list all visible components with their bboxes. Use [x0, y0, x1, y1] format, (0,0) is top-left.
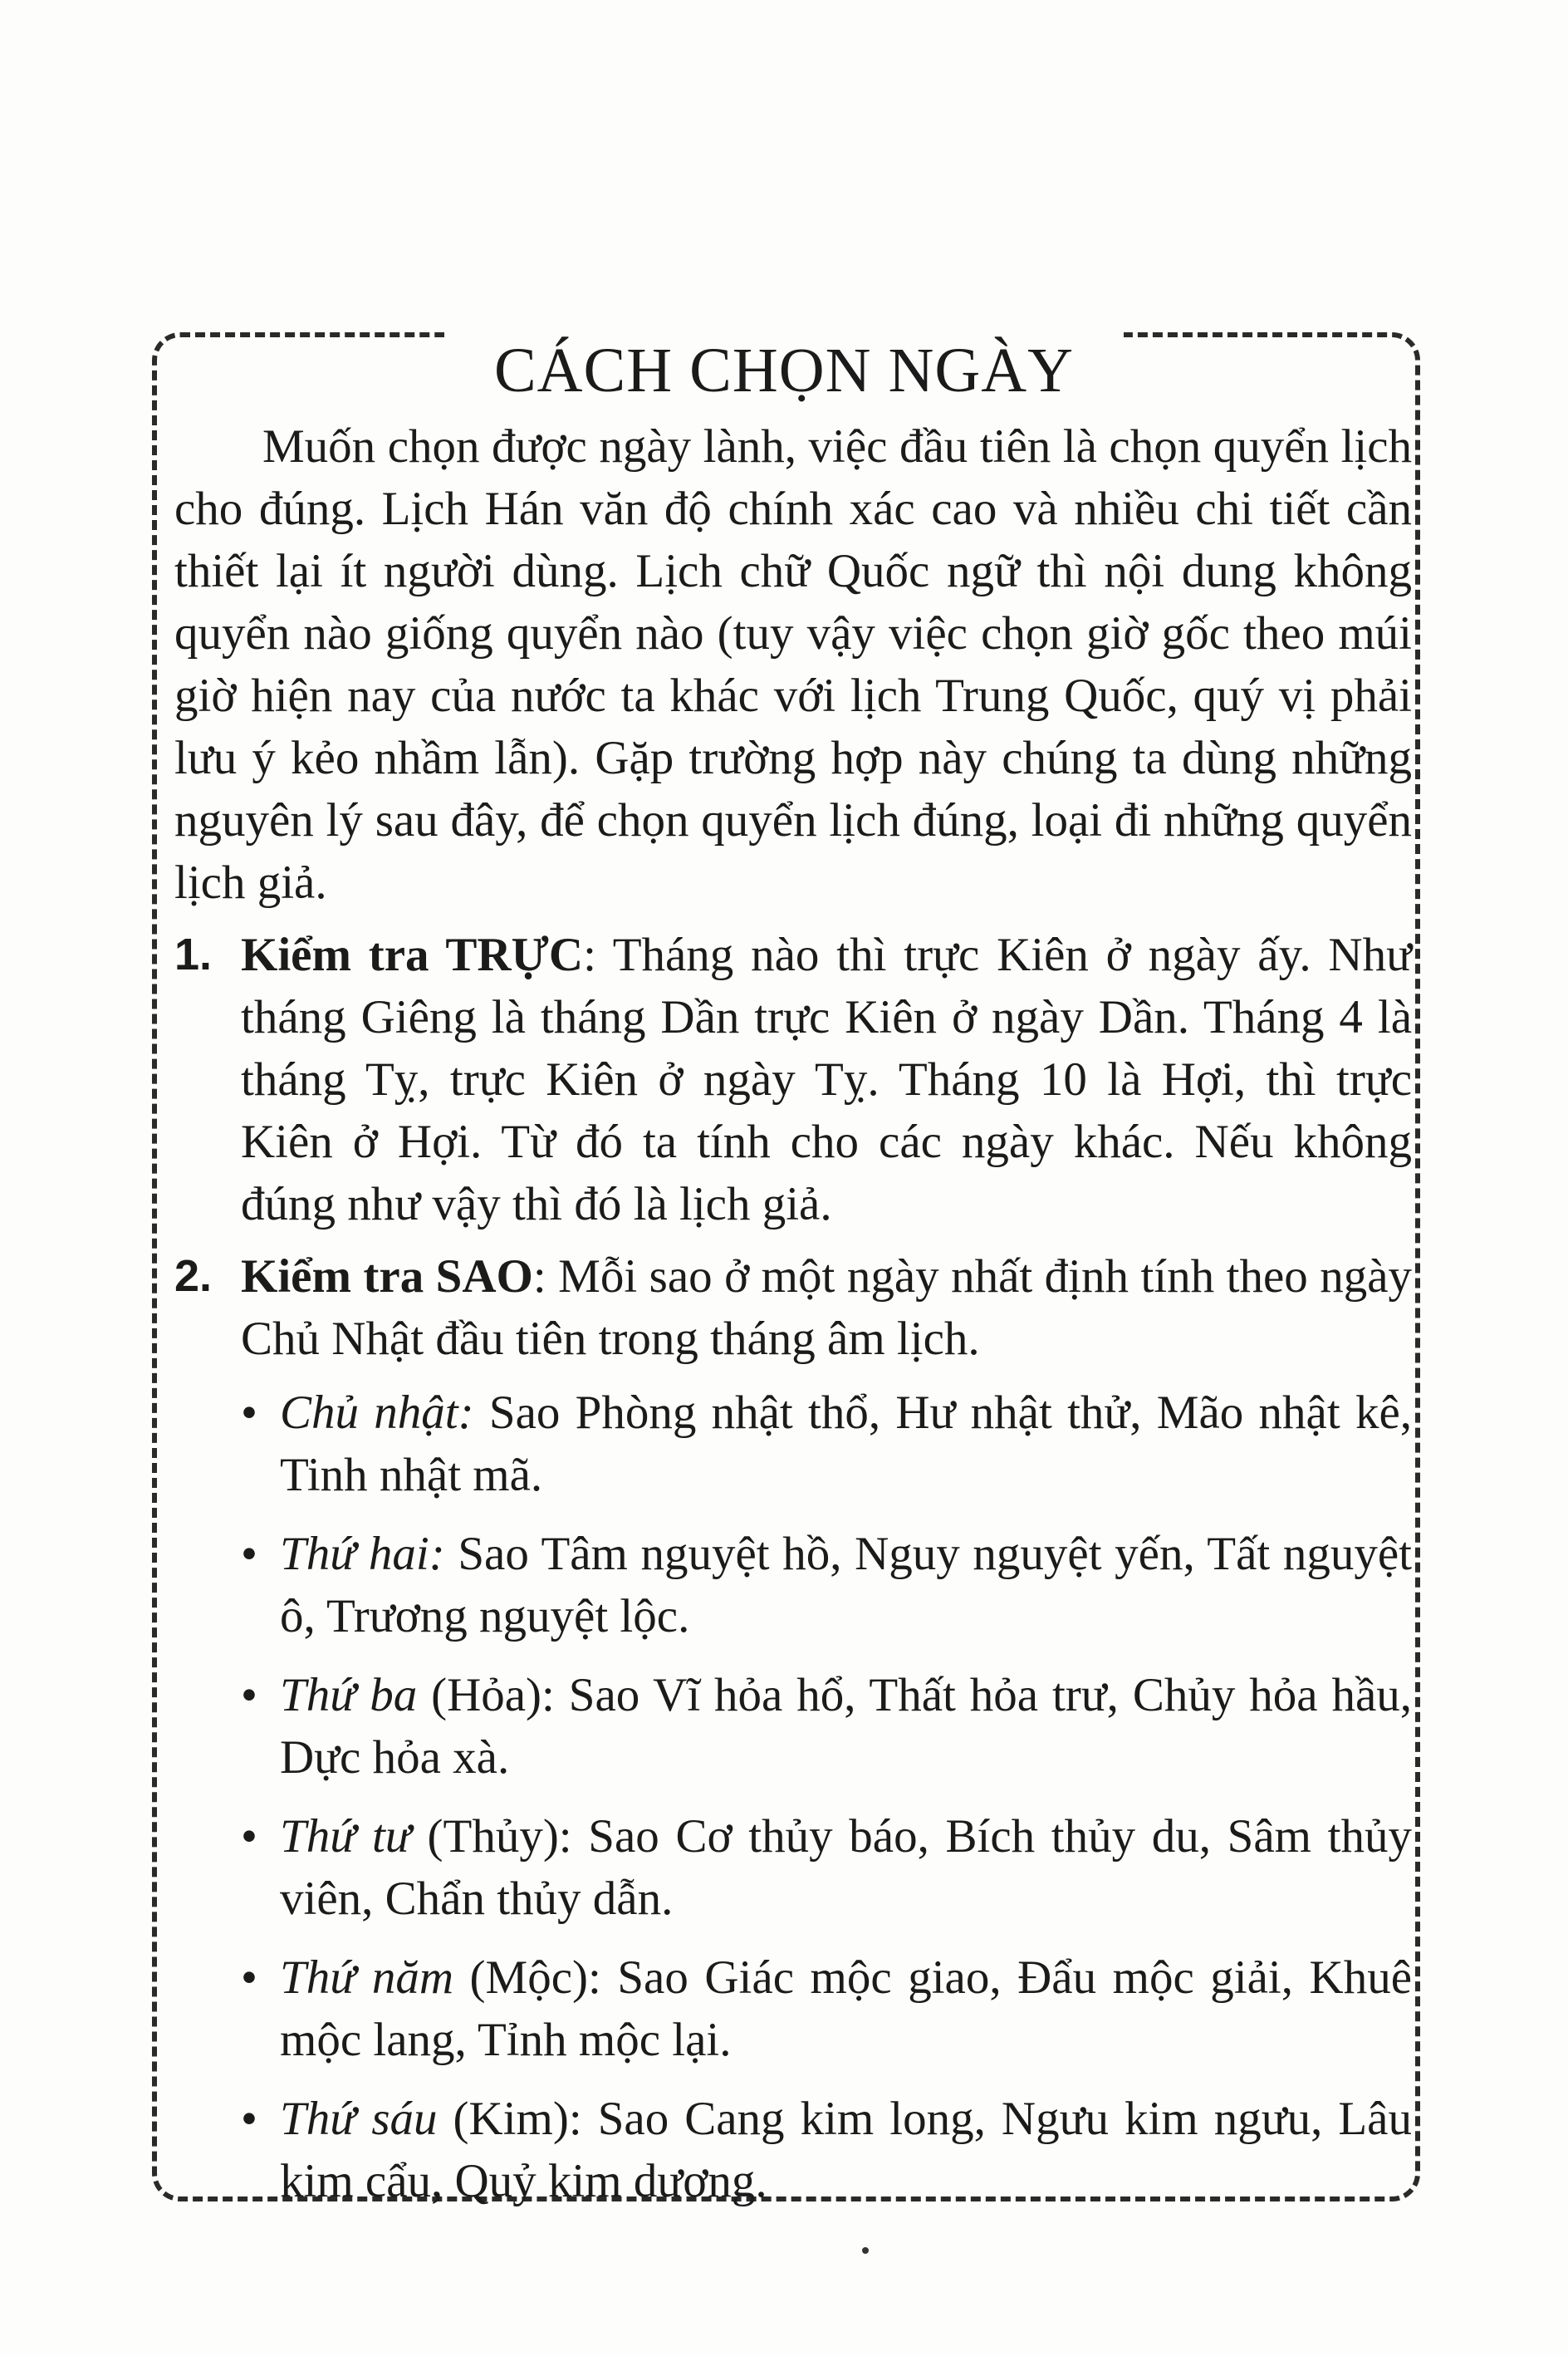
list-item-2 — [174, 1245, 1412, 1370]
bullet-item — [174, 1946, 1412, 2071]
bullet-text: (Kim): Sao Cang kim long, Ngưu kim ngưu, Lâu kim cẩu, Quỷ kim dương. — [280, 2093, 1412, 2207]
bullet-icon: • — [241, 1810, 257, 1863]
bullet-item — [174, 1523, 1412, 1647]
bullet-text: Sao Tâm nguyệt hồ, Nguy nguyệt yến, Tất nguyệt ô, Trương nguyệt lộc. — [280, 1528, 1413, 1642]
bullet-item — [174, 2088, 1412, 2212]
item-text: : Tháng nào thì trực Kiên ở ngày ấy. Như tháng Giêng là tháng Dần trực Kiên ở ngày Dần. Tháng 4 là tháng Tỵ, trực Kiên ở ngày Tỵ. Tháng 10 là Hợi, thì trực Kiên ở Hợi. Từ đó ta tính cho các ngày khác. Nếu không đúng như vậy thì đó là lịch giả. — [241, 929, 1412, 1230]
content-body — [174, 415, 1412, 2229]
day-label: Thứ sáu — [280, 2093, 438, 2145]
item-number: 2. — [174, 1251, 213, 1301]
day-label: Thứ hai: — [280, 1528, 445, 1580]
bullet-icon: • — [241, 1387, 257, 1439]
day-label: Thứ ba — [280, 1669, 418, 1721]
bullet-item — [174, 1382, 1412, 1506]
bullet-text: (Thủy): Sao Cơ thủy báo, Bích thủy du, Sâm thủy viên, Chẩn thủy dẫn. — [280, 1810, 1413, 1925]
bullet-item — [174, 1664, 1412, 1789]
item-text: : Mỗi sao ở một ngày nhất định tính theo ngày Chủ Nhật đầu tiên trong tháng âm lịch. — [241, 1250, 1412, 1365]
day-label: Thứ tư — [280, 1810, 411, 1863]
bullet-text: (Hỏa): Sao Vĩ hỏa hổ, Thất hỏa trư, Chủy hỏa hầu, Dực hỏa xà. — [280, 1669, 1412, 1784]
intro-paragraph: Muốn chọn được ngày lành, việc đầu tiên là chọn quyển lịch cho đúng. Lịch Hán văn độ chính xác cao và nhiều chi tiết cần thiết lại ít người dùng. Lịch chữ Quốc ngữ thì nội dung không quyển nào giống quyển nào (tuy vậy việc chọn giờ gốc theo múi giờ hiện nay của nước ta khác với lịch Trung Quốc, quý vị phải lưu ý kẻo nhầm lẫn). Gặp trường hợp này chúng ta dùng những nguyên lý sau đây, để chọn quyển lịch đúng, loại đi những quyển lịch giả. — [174, 420, 1412, 909]
bullet-icon: • — [241, 1528, 257, 1580]
page-title: CÁCH CHỌN NGÀY — [444, 325, 1124, 416]
item-number: 1. — [174, 930, 213, 979]
day-label: Thứ năm — [280, 1951, 453, 2004]
star-day-list — [174, 1382, 1412, 2212]
list-item-1 — [174, 924, 1412, 1235]
item-heading: Kiểm tra SAO — [241, 1250, 533, 1303]
bullet-icon: • — [241, 2093, 257, 2145]
bullet-text: Sao Phòng nhật thổ, Hư nhật thử, Mão nhật kê, Tinh nhật mã. — [280, 1387, 1412, 1501]
bullet-text: (Mộc): Sao Giác mộc giao, Đẩu mộc giải, Khuê mộc lang, Tỉnh mộc lại. — [280, 1951, 1413, 2066]
bullet-icon: • — [241, 1669, 257, 1721]
bullet-item — [174, 1805, 1412, 1930]
page-dot — [862, 2247, 869, 2254]
item-heading: Kiểm tra TRỰC — [241, 929, 584, 981]
day-label: Chủ nhật: — [280, 1387, 474, 1439]
bullet-icon: • — [241, 1951, 257, 2004]
